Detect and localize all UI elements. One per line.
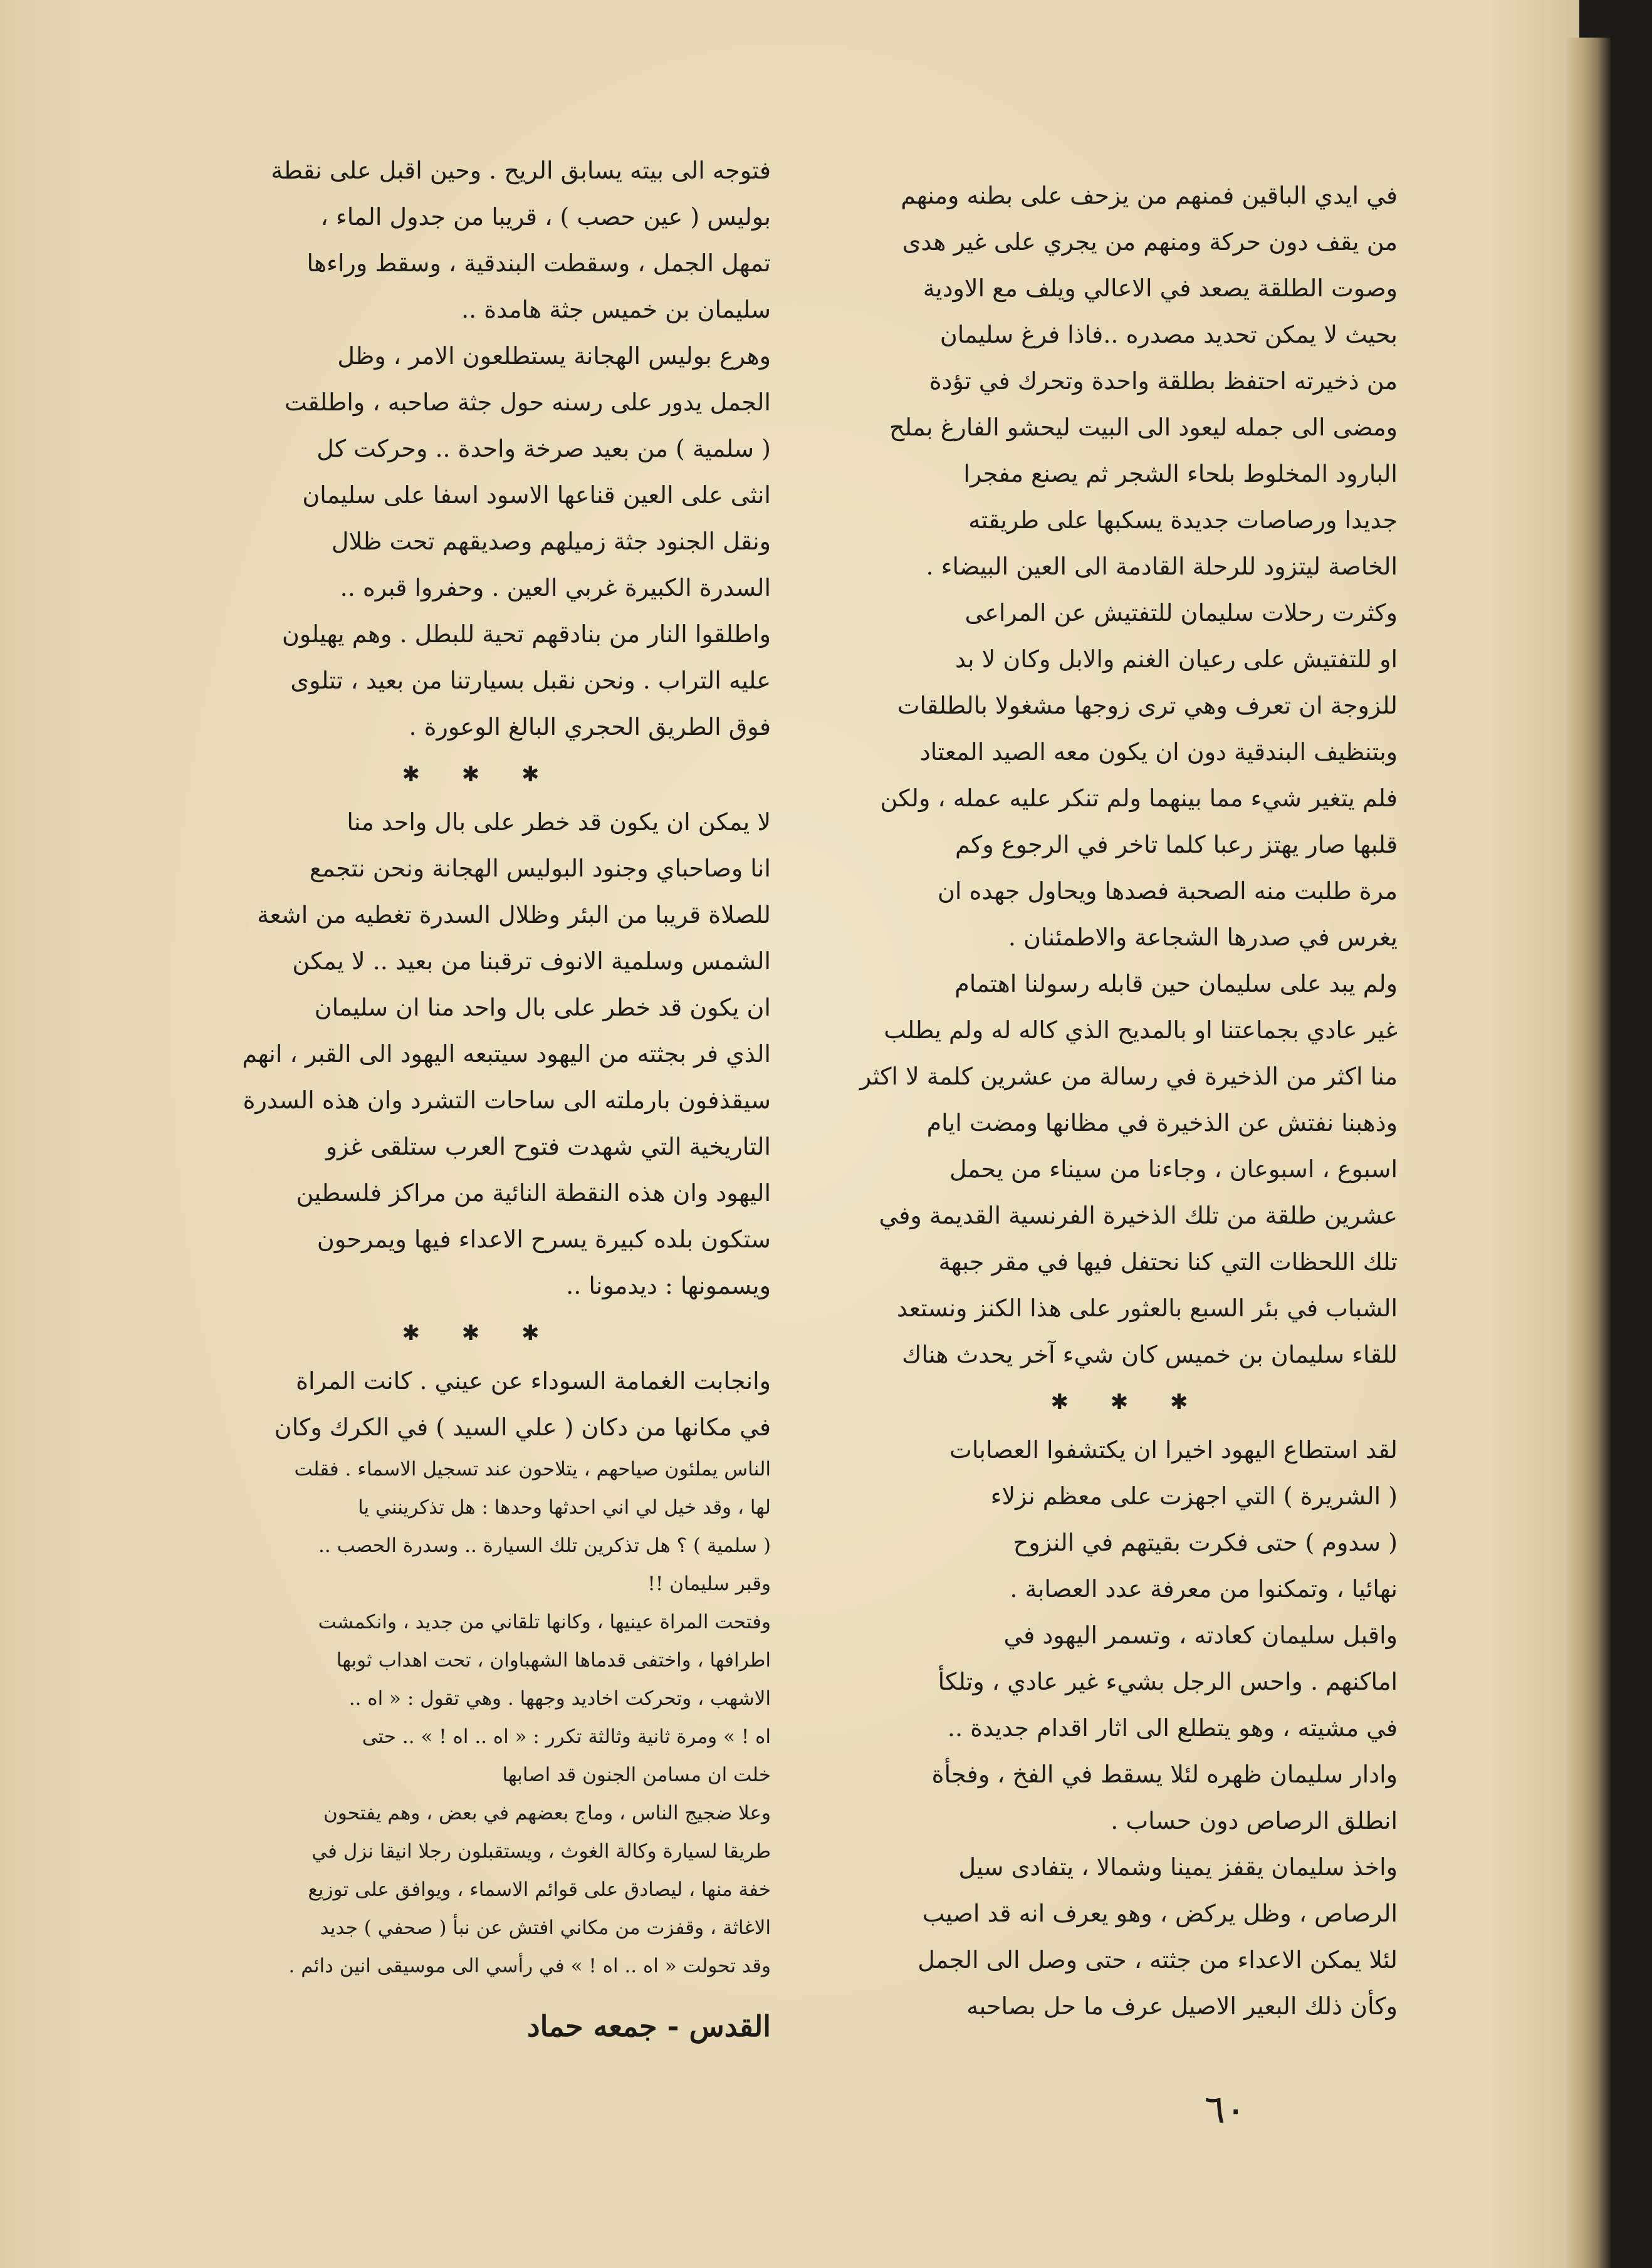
paragraph: وكثرت رحلات سليمان للتفتيش عن المراعى او للتفتيش على رعيان الغنم والابل وكان لا بد للزوجة ان تعرف وهي ترى زوجها مشغولا بالطلقات وبتنظيف البندقية دون ان يكون معه الصيد المعتاد فلم يتغير شيء مما بينهما ولم تنكر عليه عمله ، ولكن قلبها صار يهتز رعبا كلما تاخر في الرجوع وكم مرة طلبت منه الصحبة فصدها ويحاول جهده ان يغرس في صدرها الشجاعة والاطمئنان . <box>880 599 1398 951</box>
right-column <box>859 172 1398 2029</box>
paragraph: ولم يبد على سليمان حين قابله رسولنا اهتمام غير عادي بجماعتنا او بالمديح الذي كاله له ولم يطلب منا اكثر من الذخيرة في رسالة من عشرين كلمة لا اكثر وذهبنا نفتش عن الذخيرة في مظانها ومضت ايام اسبوع ، اسبوعان ، وجاءنا من سيناء من يحمل عشرين طلقة من تلك الذخيرة الفرنسية القديمة وفي تلك اللحظات التي كنا نحتفل فيها في مقر جبهة الشباب في بئر السبع بالعثور على هذا الكنز ونستعد للقاء سليمان بن خميس كان شيء آخر يحدث هناك <box>859 970 1398 1368</box>
page-number: ٦٠ <box>1204 2086 1247 2132</box>
page-edge-shadow <box>1567 38 1611 2268</box>
paragraph: لقد استطاع اليهود اخيرا ان يكتشفوا العصابات ( الشريرة ) التي اجهزت على معظم نزلاء ( سدوم ) حتى فكرت بقيتهم في النزوح نهائيا ، وتمكنوا من معرفة عدد العصابة . <box>949 1436 1398 1603</box>
paragraph: وانجابت الغمامة السوداء عن عيني . كانت المراة في مكانها من دكان ( علي السيد ) في الكرك وكان <box>274 1367 771 1441</box>
paragraph: واقبل سليمان كعادته ، وتسمر اليهود في اماكنهم . واحس الرجل بشيء غير عادي ، وتلكأ في مشيته ، وهو يتطلع الى اثار اقدام جديدة .. وادار سليمان ظهره لئلا يسقط في الفخ ، وفجأة انطلق الرصاص دون حساب . <box>931 1621 1398 1834</box>
section-separator: ✱ ✱ ✱ <box>402 762 557 787</box>
paragraph: وهرع بوليس الهجانة يستطلعون الامر ، وظل الجمل يدور على رسنه حول جثة صاحبه ، واطلقت ( سلمية ) من بعيد صرخة واحدة .. وحركت كل انثى على العين قناعها الاسود اسفا على سليمان <box>285 342 771 509</box>
left-column <box>188 147 771 2054</box>
paragraph: واخذ سليمان يقفز يمينا وشمالا ، يتفادى سيل الرصاص ، وظل يركض ، وهو يعرف انه قد اصيب لئلا يمكن الاعداء من جثته ، حتى وصل الى الجمل وكأن ذلك البعير الاصيل عرف ما حل بصاحبه <box>917 1853 1398 2020</box>
paragraph: ونقل الجنود جثة زميلهم وصديقهم تحت ظلال السدرة الكبيرة غربي العين . وحفروا قبره .. واطلقوا النار من بنادقهم تحية للبطل . وهم يهيلون عليه التراب . ونحن نقبل بسيارتنا من بعيد ، تتلوى فوق الطريق الحجري البالغ الوعورة . <box>281 528 771 741</box>
section-separator: ✱ ✱ ✱ <box>1050 1390 1206 1415</box>
paragraph: فتوجه الى بيته يسابق الريح . وحين اقبل على نقطة بوليس ( عين حصب ) ، قريبا من جدول الماء ، تمهل الجمل ، وسقطت البندقية ، وسقط وراءها سليمان بن خميس جثة هامدة .. <box>271 157 771 323</box>
paragraph: لا يمكن ان يكون قد خطر على بال واحد منا انا وصاحباي وجنود البوليس الهجانة ونحن نتجمع للصلاة قريبا من البئر وظلال السدرة تغطيه من اشعة الشمس وسلمية الانوف ترقبنا من بعيد .. لا يمكن ان يكون قد خطر على بال واحد منا ان سليمان الذي فر بجثته من اليهود سيتبعه اليهود الى القبر ، انهم سيقذفون بارملته الى ساحات التشرد وان هذه السدرة التاريخية التي شهدت فتوح العرب ستلقى غزو اليهود وان هذه النقطة النائية من مراكز فلسطين ستكون بلده كبيرة يسرح الاعداء فيها ويمرحون ويسمونها : ديدمونا .. <box>242 808 771 1299</box>
paragraph: في ايدي الباقين فمنهم من يزحف على بطنه ومنهم من يقف دون حركة ومنهم من يجري على غير هدى وصوت الطلقة يصعد في الاعالي ويلف مع الاودية بحيث لا يمكن تحديد مصدره ..فاذا فرغ سليمان من ذخيرته احتفظ بطلقة واحدة وتحرك في تؤدة ومضى الى جمله ليعود الى البيت ليحشو الفارغ بملح البارود المخلوط بلحاء الشجر ثم يصنع مفجرا جديدا ورصاصات جديدة يسكبها على طريقته الخاصة ليتزود للرحلة القادمة الى العين البيضاء . <box>889 182 1398 580</box>
paragraph-small: الناس يملئون صياحهم ، يتلاحون عند تسجيل الاسماء . فقلت لها ، وقد خيل لي اني احدثها وحدها : هل تذكرينني يا ( سلمية ) ؟ هل تذكرين تلك السيارة .. وسدرة الحصب .. وقبر سليمان !! <box>294 1458 771 1595</box>
author-signature: القدس - جمعه حماد <box>527 2009 771 2043</box>
section-separator: ✱ ✱ ✱ <box>402 1321 557 1346</box>
paragraph-small: وفتحت المراة عينيها ، وكانها تلقاني من جديد ، وانكمشت اطرافها ، واختفى قدماها الشهباوان ، تحت اهداب ثوبها الاشهب ، وتحركت اخاديد وجهها . وهي تقول : « اه .. اه ! » ومرة ثانية وثالثة تكرر : « اه .. اه ! » .. حتى خلت ان مسامن الجنون قد اصابها <box>318 1611 771 1786</box>
paragraph-small: وعلا ضجيج الناس ، وماج بعضهم في بعض ، وهم يفتحون طريقا لسيارة وكالة الغوث ، ويستقبلون رجلا انيقا نزل في خفة منها ، ليصادق على قوائم الاسماء ، ويوافق على توزيع الاغاثة ، وقفزت من مكاني افتش عن نبأ ( صحفي ) جديد وقد تحولت « اه .. اه ! » في رأسي الى موسيقى انين دائم . <box>288 1802 771 1977</box>
